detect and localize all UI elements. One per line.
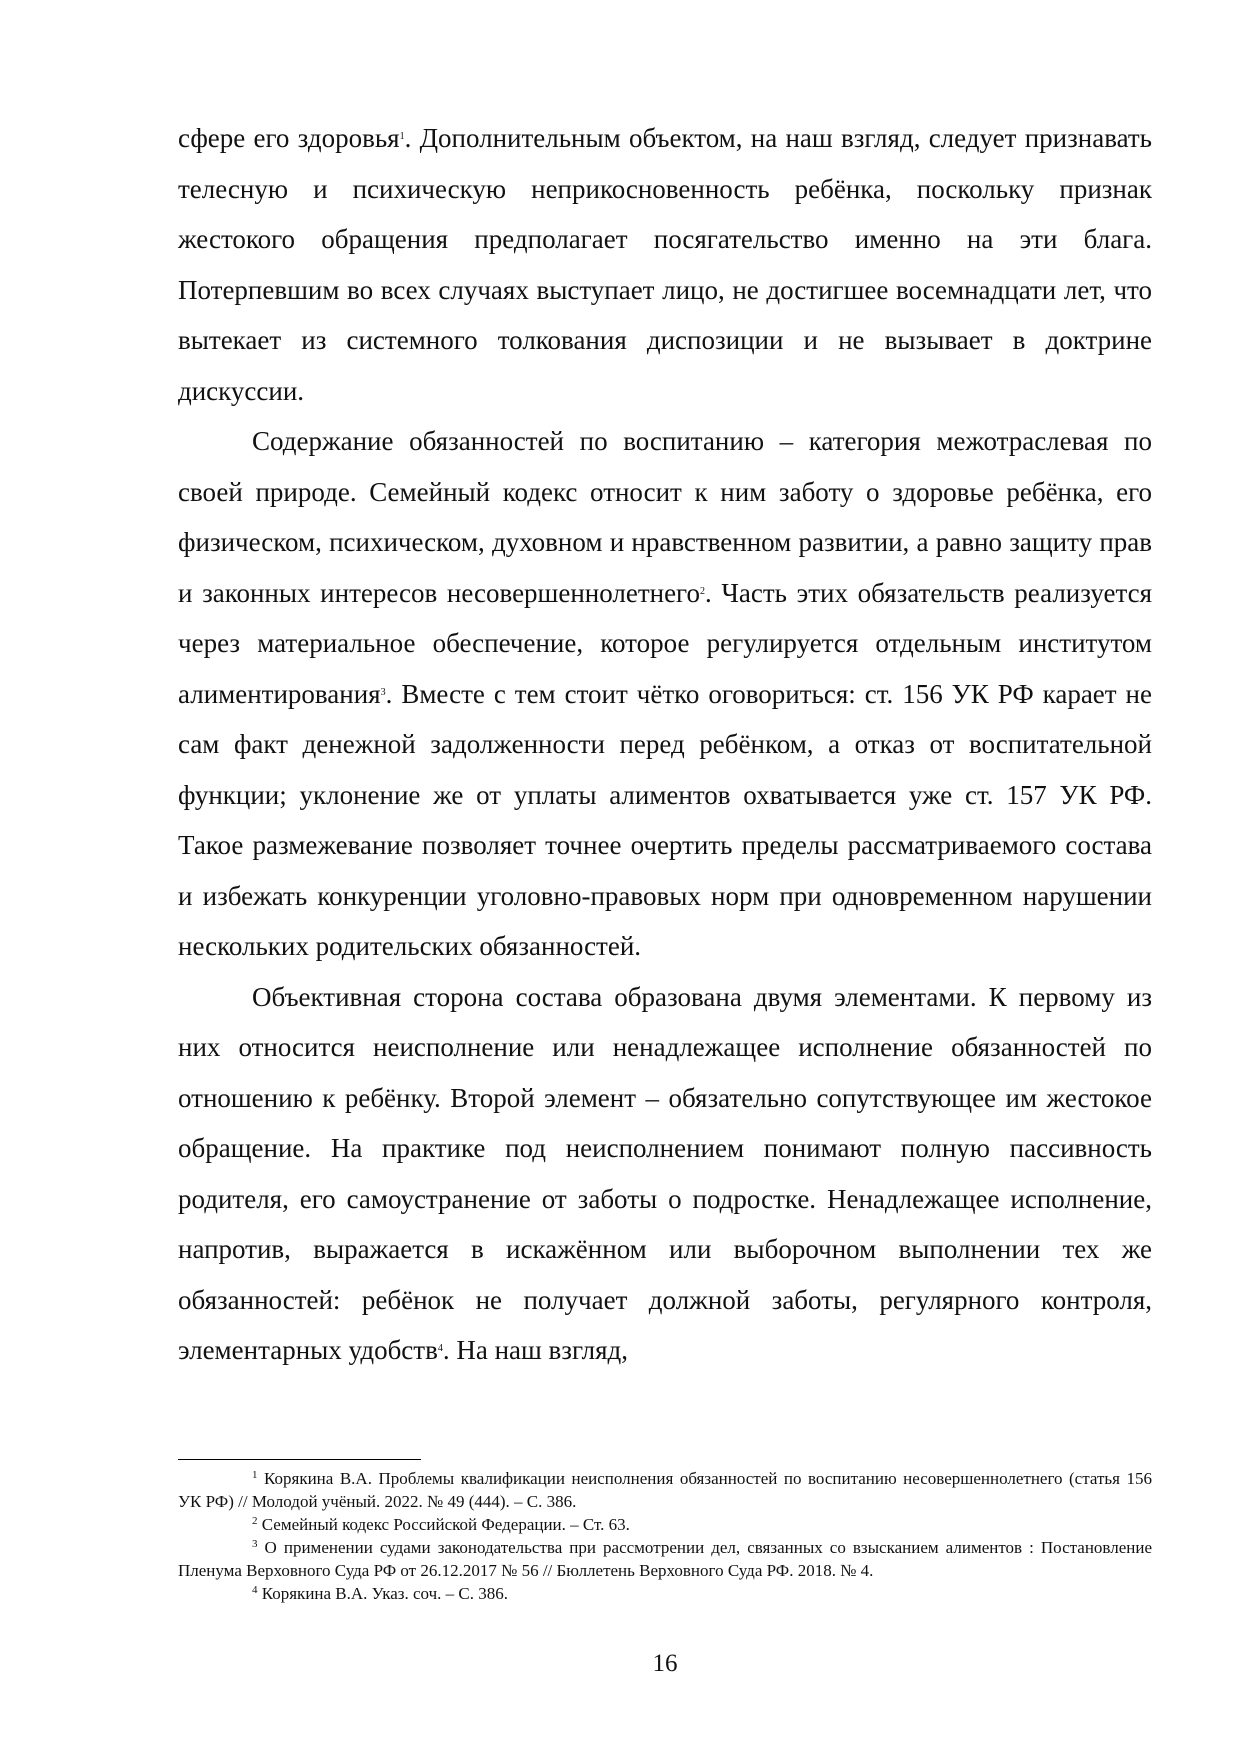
footnote-number: 2 — [252, 1515, 258, 1527]
paragraph-text: Объективная сторона состава образована двумя элементами. К первому из них относится неисполнение или ненадлежащее исполнение обязанностей по отношению к ребёнку. Второй элемент – обязательно сопутствующее им жестокое обращение. На практике под неисполнением понимают полную пассивность родителя, его самоустранение от заботы о подростке. Ненадлежащее исполнение, напротив, выражается в искажённом или выборочном выполнении тех же обязанностей: ребёнок не получает должной заботы, регулярного контроля, элементарных удобств — [178, 981, 1152, 1365]
footnote-4 — [178, 1582, 1152, 1605]
footnote-ref-4[interactable]: 4 — [437, 1343, 443, 1354]
footnote-text: Корякина В.А. Указ. соч. – С. 386. — [257, 1584, 508, 1603]
footnote-ref-1[interactable]: 1 — [399, 131, 405, 142]
footnote-number: 4 — [252, 1584, 258, 1596]
footnote-3 — [178, 1536, 1152, 1582]
footnote-2 — [178, 1513, 1152, 1536]
page-number: 16 — [652, 1650, 678, 1677]
footnote-number: 3 — [252, 1538, 258, 1550]
footnotes — [178, 1467, 1152, 1605]
footnote-ref-3[interactable]: 3 — [380, 686, 386, 698]
paragraph-text: сфере его здоровья — [178, 123, 400, 153]
paragraph-1 — [178, 113, 1152, 416]
paragraph-text: Содержание обязанностей по воспитанию – категория межотраслевая по своей природе. Семейный кодекс относит к ним заботу о здоровье ребёнка, его физическом, психическом, духовном и нравственном развитии, а равно защиту прав и законных интересов несовершеннолетнего — [178, 426, 1152, 608]
paragraph-3 — [178, 972, 1152, 1376]
paragraph-text: . Вместе с тем стоит чётко оговориться: ст. 156 УК РФ карает не сам факт денежной задолженности перед ребёнком, а отказ от воспитательной функции; уклонение же от уплаты алиментов охватывается уже ст. 157 УК РФ. Такое размежевание позволяет точнее очертить пределы рассматриваемого состава и избежать конкуренции уголовно-правовых норм при одновременном нарушении нескольких родительских обязанностей. — [178, 678, 1152, 961]
paragraph-text: . На наш взгляд, — [442, 1335, 629, 1365]
paragraph-2 — [178, 416, 1152, 972]
paragraph-text: . Часть этих обязательств реализуется через материальное обеспечение, которое регулируется отдельным институтом алиментирования — [178, 577, 1153, 709]
footnote-1 — [178, 1467, 1152, 1513]
paragraph-text: . Дополнительным объектом, на наш взгляд, следует признавать телесную и психическую неприкосновенность ребёнка, поскольку признак жестокого обращения предполагает посягательство именно на эти блага. Потерпевшим во всех случаях выступает лицо, не достигшее восемнадцати лет, что вытекает из системного толкования диспозиции и не вызывает в доктрине дискуссии. — [178, 123, 1152, 406]
footnote-text: Корякина В.А. Проблемы квалификации неисполнения обязанностей по воспитанию несовершеннолетнего (статья 156 УК РФ) // Молодой учёный. 2022. № 49 (444). – С. 386. — [178, 1469, 1152, 1511]
footnote-separator — [178, 1459, 421, 1460]
footnote-ref-2[interactable]: 2 — [699, 585, 705, 597]
footnote-text: О применении судами законодательства при рассмотрении дел, связанных со взысканием алиментов : Постановление Пленума Верховного Суда РФ от 26.12.2017 № 56 // Бюллетень Верховного Суда РФ. 2018. № 4. — [178, 1538, 1152, 1580]
body-text — [178, 113, 1152, 1376]
footnote-number: 1 — [252, 1469, 258, 1481]
footnote-text: Семейный кодекс Российской Федерации. – Ст. 63. — [257, 1515, 630, 1534]
